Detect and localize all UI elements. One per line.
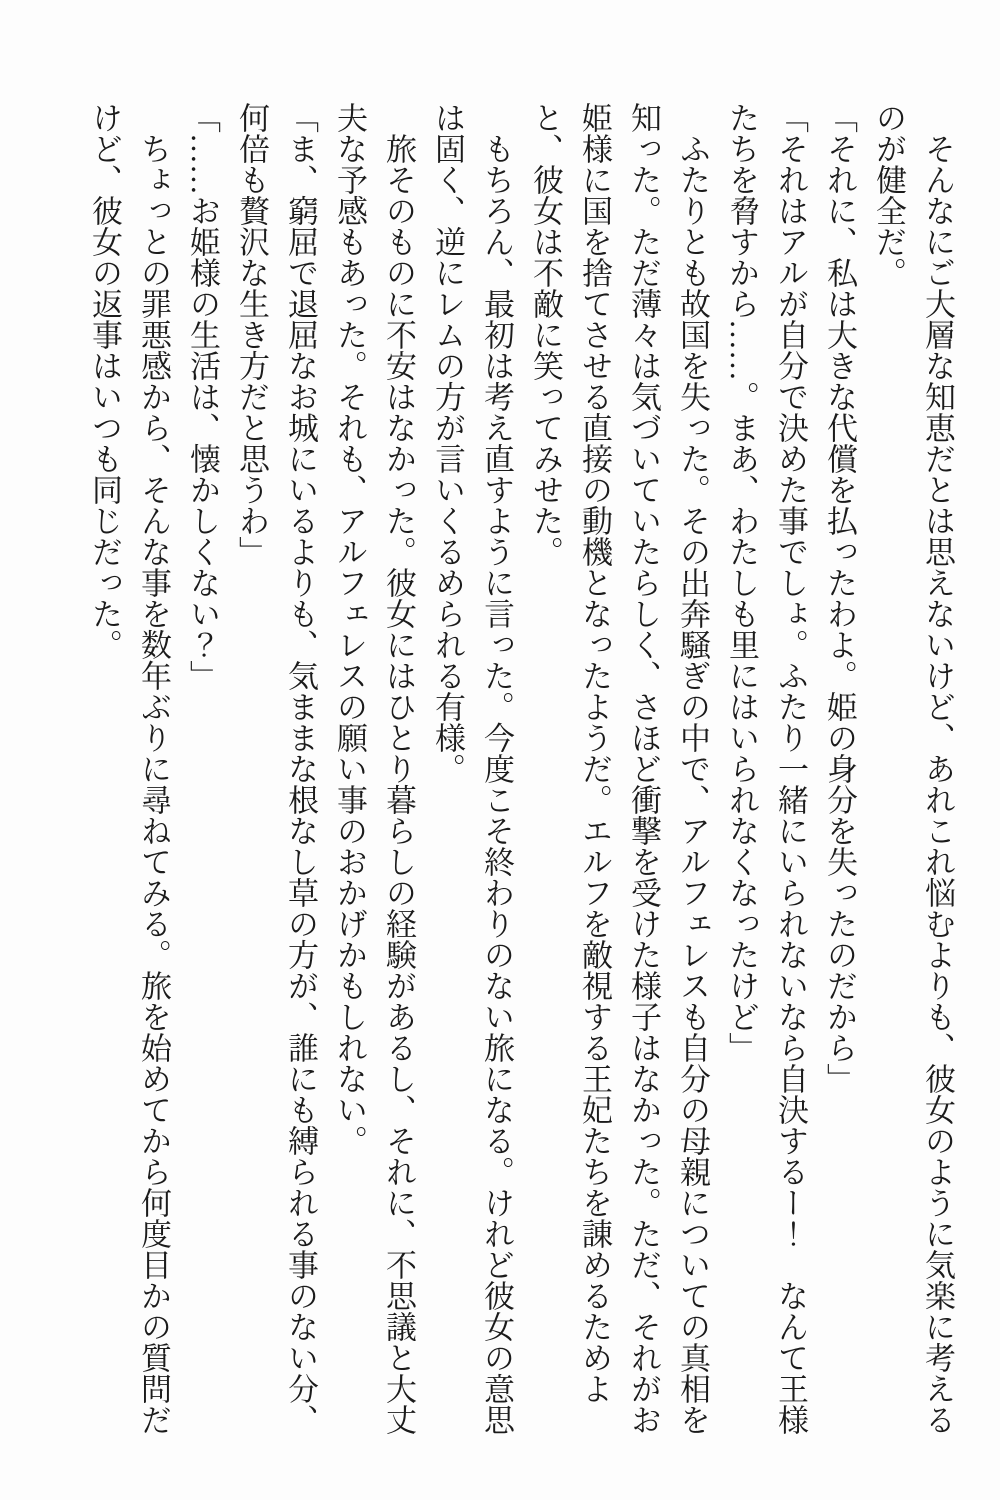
- text-line: と、彼女は不敵に笑ってみせた。: [528, 102, 563, 567]
- text-line: 「それに、私は大きな代償を払ったわよ。姫の身分を失ったのだから」: [822, 102, 857, 1094]
- text-line: 「……お姫様の生活は、懐かしくない？」: [185, 102, 220, 691]
- text-line: 「ま、窮屈で退屈なお城にいるよりも、気ままな根なし草の方が、誰にも縛られる事のない分、: [283, 102, 318, 1435]
- novel-text-block: [80, 102, 962, 1447]
- text-line: そんなにご大層な知恵だとは思えないけど、あれこれ悩むよりも、彼女のように気楽に考える: [920, 102, 955, 1435]
- text-line: 旅そのものに不安はなかった。彼女にはひとり暮らしの経験があるし、それに、不思議と大丈: [381, 102, 416, 1435]
- text-line: のが健全だ。: [871, 102, 906, 288]
- text-line: けど、彼女の返事はいつも同じだった。: [87, 102, 122, 660]
- text-line: もちろん、最初は考え直すように言った。今度こそ終わりのない旅になる。けれど彼女の意思: [479, 102, 514, 1435]
- text-line: 姫様に国を捨てさせる直接の動機となったようだ。エルフを敵視する王妃たちを諌めるためよ: [577, 102, 612, 1404]
- text-line: 「それはアルが自分で決めた事でしょ。ふたり一緒にいられないなら自決するー！ なんて王様: [773, 102, 808, 1435]
- text-line: ふたりとも故国を失った。その出奔騒ぎの中で、アルフェレスも自分の母親についての真相を: [675, 102, 710, 1435]
- text-line: 何倍も贅沢な生き方だと思うわ」: [234, 102, 269, 567]
- text-line: ちょっとの罪悪感から、そんな事を数年ぶりに尋ねてみる。旅を始めてから何度目かの質問だ: [136, 102, 171, 1435]
- text-line: 夫な予感もあった。それも、アルフェレスの願い事のおかげかもしれない。: [332, 102, 367, 1156]
- text-line: たちを脅すから……。まあ、わたしも里にはいられなくなったけど」: [724, 102, 759, 1063]
- text-line: は固く、逆にレムの方が言いくるめられる有様。: [430, 102, 465, 784]
- text-line: 知った。ただ薄々は気づいていたらしく、さほど衝撃を受けた様子はなかった。ただ、それがお: [626, 102, 661, 1435]
